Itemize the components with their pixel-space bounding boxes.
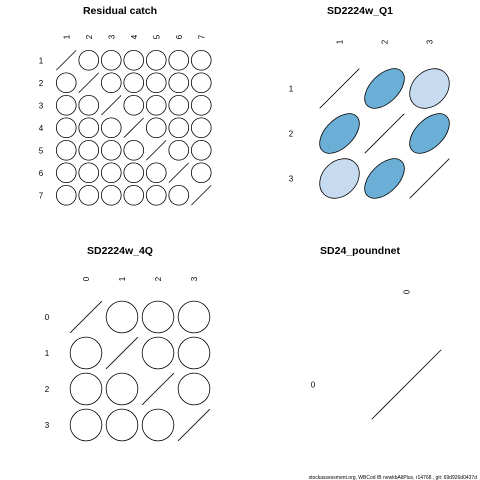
panel-sd2224w-4q [45, 245, 217, 447]
column-label: 3 [190, 276, 199, 282]
panel-title: SD2224w_Q1 [327, 5, 393, 17]
correlation-circle [97, 114, 125, 142]
correlation-circle [172, 295, 217, 340]
column-label: 2 [154, 276, 163, 282]
column-label: 7 [197, 34, 207, 40]
diagonal-line [191, 185, 211, 205]
correlation-circle [120, 91, 148, 119]
row-label: 6 [38, 168, 44, 178]
row-label: 3 [44, 421, 50, 430]
correlation-circle [97, 159, 125, 187]
correlation-circle [75, 159, 103, 187]
correlation-ellipse [312, 106, 366, 160]
correlation-ellipse [402, 61, 458, 117]
footer-text: stockassessment.org, WBCod IB newkbAltPlus, r14768 , git: 69d926d0437d [308, 475, 477, 480]
diagonal-line [124, 118, 144, 138]
panel-residual-catch [39, 5, 215, 209]
row-label: 2 [44, 385, 50, 394]
panel-title: SD24_poundnet [320, 245, 400, 257]
correlation-circle [52, 136, 80, 164]
correlation-circle [75, 46, 103, 74]
correlation-circle [172, 331, 217, 376]
correlation-circle [136, 295, 181, 340]
column-label: 5 [152, 34, 162, 40]
row-label: 1 [38, 56, 44, 66]
correlation-circle [136, 403, 181, 448]
correlation-circle [75, 181, 103, 209]
correlation-circle [97, 136, 125, 164]
row-label: 5 [38, 146, 44, 156]
correlation-circle [97, 46, 125, 74]
row-label: 0 [44, 313, 50, 322]
column-label: 2 [84, 34, 94, 40]
diagonal-line [365, 114, 405, 154]
panel-sd24-poundnet [311, 245, 441, 419]
column-label: 1 [335, 39, 345, 45]
diagonal-line [70, 301, 102, 333]
correlation-circle [75, 91, 103, 119]
correlation-circle [165, 114, 193, 142]
column-label: 0 [82, 276, 91, 282]
diagonal-line [178, 409, 210, 441]
column-label: 0 [402, 289, 412, 295]
correlation-circle [100, 295, 145, 340]
correlation-circle [187, 159, 215, 187]
correlation-circle [187, 69, 215, 97]
correlation-circle [52, 181, 80, 209]
correlation-circle [75, 114, 103, 142]
diagonal-line [79, 73, 99, 93]
correlation-circle [142, 46, 170, 74]
correlation-circle [64, 331, 109, 376]
row-label: 4 [38, 123, 44, 133]
correlation-circle [97, 69, 125, 97]
correlation-circle [100, 403, 145, 448]
correlation-circle [100, 367, 145, 412]
correlation-circle [172, 367, 217, 412]
correlation-circle [136, 331, 181, 376]
correlation-circle [165, 91, 193, 119]
correlation-circle [142, 69, 170, 97]
correlation-circle [165, 136, 193, 164]
correlation-circle [52, 159, 80, 187]
diagonal-line [146, 140, 166, 160]
row-label: 2 [38, 78, 44, 88]
row-label: 7 [38, 191, 44, 201]
correlation-circle [142, 91, 170, 119]
correlation-circle [120, 181, 148, 209]
correlation-circle [165, 46, 193, 74]
correlation-circle [187, 136, 215, 164]
diagonal-line [142, 373, 174, 405]
diagonal-line [320, 69, 360, 109]
correlation-ellipse [357, 61, 411, 115]
panel-title: Residual catch [82, 5, 158, 17]
row-label: 1 [44, 349, 50, 358]
correlation-circle [120, 159, 148, 187]
row-label: 1 [288, 84, 294, 94]
diagonal-line [410, 159, 450, 199]
correlation-ellipse [402, 106, 456, 160]
column-label: 3 [107, 34, 117, 40]
panel-sd2224w-q1 [289, 5, 458, 206]
correlation-circle [120, 69, 148, 97]
correlation-circle [187, 91, 215, 119]
correlation-circle [187, 46, 215, 74]
correlation-circle [52, 114, 80, 142]
row-label: 3 [288, 174, 294, 184]
correlation-circle [165, 69, 193, 97]
correlation-circle [165, 181, 193, 209]
correlation-circle [120, 46, 148, 74]
column-label: 6 [174, 34, 184, 40]
row-label: 3 [38, 101, 44, 111]
correlation-circle [97, 181, 125, 209]
diagonal-line [56, 50, 76, 70]
column-label: 4 [129, 34, 139, 40]
row-label: 2 [288, 129, 294, 139]
panel-title: SD2224w_4Q [87, 245, 153, 257]
correlation-circle [142, 114, 170, 142]
correlation-circle [52, 91, 80, 119]
correlation-circle [64, 367, 109, 412]
column-label: 1 [62, 34, 72, 40]
diagonal-line [101, 95, 121, 115]
correlation-circle [64, 403, 109, 448]
column-label: 3 [425, 39, 435, 45]
correlation-circle [120, 136, 148, 164]
correlation-circle [75, 136, 103, 164]
diagonal-line [106, 337, 138, 369]
diagonal-line [372, 350, 442, 420]
correlation-circle [52, 69, 80, 97]
row-label: 0 [310, 380, 316, 390]
correlation-ellipse [312, 151, 368, 207]
correlation-ellipse [357, 151, 411, 205]
column-label: 2 [380, 39, 390, 45]
diagonal-line [169, 163, 189, 183]
correlation-circle [187, 114, 215, 142]
column-label: 1 [118, 276, 127, 282]
correlation-circle [142, 181, 170, 209]
correlation-circle [142, 159, 170, 187]
